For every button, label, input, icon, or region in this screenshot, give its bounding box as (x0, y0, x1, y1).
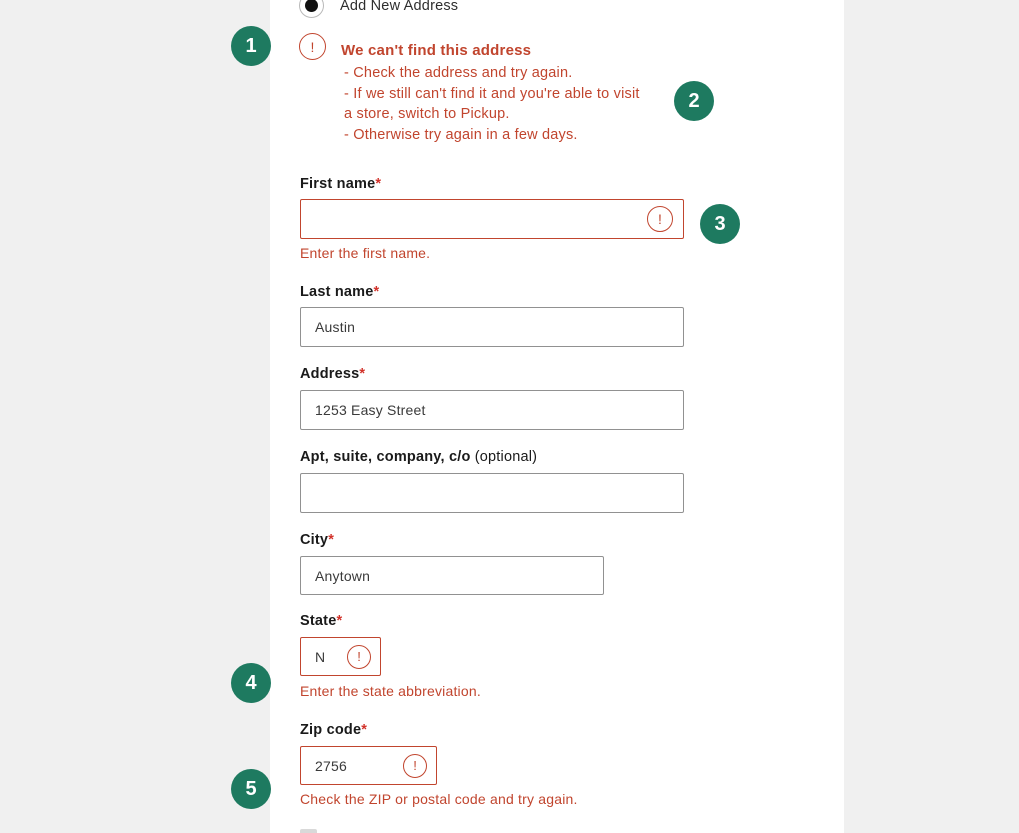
radio-selected-dot (305, 0, 318, 12)
last-name-label: Last name* (300, 284, 380, 300)
field-error-icon: ! (403, 754, 427, 778)
required-asterisk: * (336, 613, 343, 629)
error-banner-line: - Check the address and try again. (344, 65, 573, 81)
zip-code-error-message: Check the ZIP or postal code and try again. (300, 791, 578, 807)
field-error-icon: ! (347, 645, 371, 669)
apt-suite-input[interactable] (300, 473, 684, 513)
state-label: State* (300, 613, 343, 629)
annotation-marker-4: 4 (231, 663, 271, 703)
zip-code-input[interactable] (300, 746, 437, 785)
apt-suite-label: Apt, suite, company, c/o (optional) (300, 449, 538, 465)
first-name-label: First name* (300, 176, 382, 192)
state-input[interactable] (300, 637, 381, 676)
address-input[interactable] (300, 390, 684, 430)
city-input[interactable] (300, 556, 604, 595)
annotation-marker-2: 2 (674, 81, 714, 121)
first-name-error-message: Enter the first name. (300, 245, 431, 261)
required-asterisk: * (359, 366, 366, 382)
last-name-input[interactable] (300, 307, 684, 347)
first-name-input[interactable] (300, 199, 684, 239)
annotation-marker-1: 1 (231, 26, 271, 66)
add-address-form-panel (270, 0, 844, 833)
error-banner-line: - If we still can't find it and you're able to visit (344, 85, 640, 102)
error-banner-title: We can't find this address (341, 42, 532, 59)
required-asterisk: * (361, 722, 368, 738)
zip-code-label: Zip code* (300, 722, 368, 738)
field-error-icon: ! (647, 206, 673, 232)
required-asterisk: * (375, 176, 382, 192)
address-label: Address* (300, 366, 366, 382)
required-asterisk: * (328, 532, 335, 548)
city-label: City* (300, 532, 335, 548)
add-new-address-radio-label: Add New Address (340, 0, 459, 14)
error-banner-detail (344, 63, 640, 145)
alert-circle-icon: ! (299, 33, 326, 60)
state-error-message: Enter the state abbreviation. (300, 683, 481, 699)
required-asterisk: * (373, 284, 380, 300)
annotation-marker-3: 3 (700, 204, 740, 244)
add-new-address-radio[interactable] (299, 0, 324, 18)
annotation-marker-5: 5 (231, 769, 271, 809)
error-banner-line: - Otherwise try again in a few days. (344, 126, 578, 143)
error-banner-line: a store, switch to Pickup. (344, 106, 510, 122)
checkbox-partial[interactable] (300, 829, 317, 833)
optional-suffix: (optional) (470, 449, 538, 465)
